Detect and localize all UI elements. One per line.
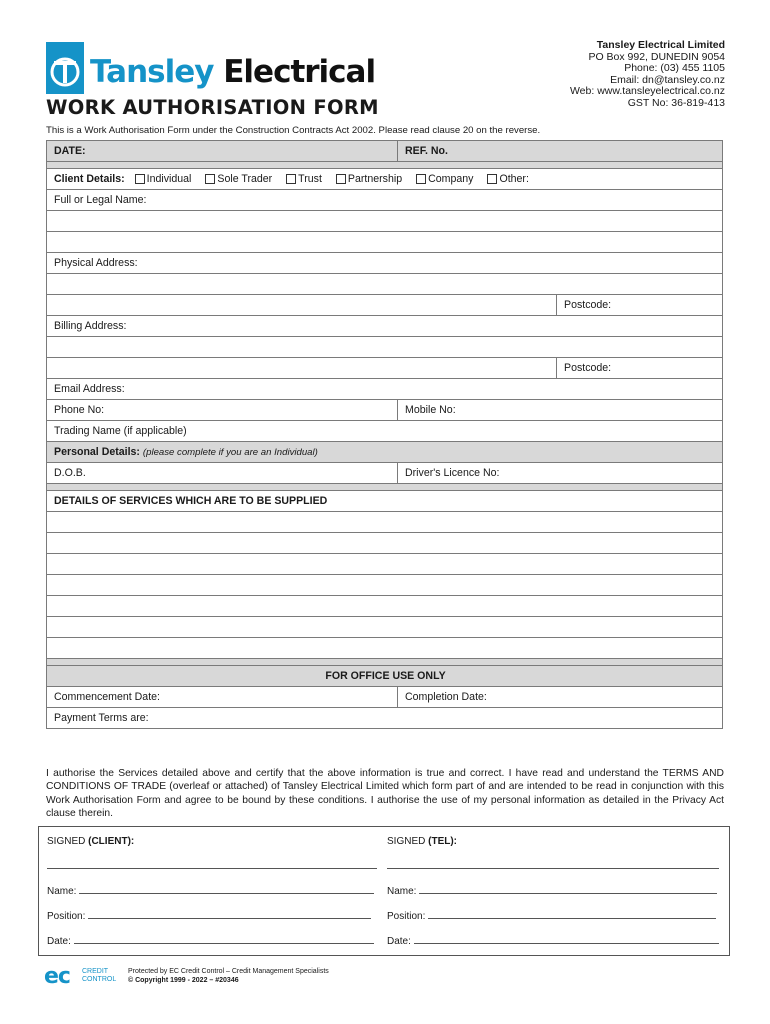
trading-name-label: Trading Name (if applicable) <box>54 425 187 437</box>
client-details-label: Client Details: <box>54 173 125 185</box>
full-name-line-3[interactable] <box>46 232 723 253</box>
tel-signature-column <box>379 827 719 955</box>
company-contact-block <box>570 40 725 109</box>
ec-credit-control-logo <box>44 964 117 989</box>
office-dates-row <box>46 687 723 708</box>
footer-copyright: © Copyright 1999 - 2022 – #20346 <box>128 976 239 984</box>
mobile-field[interactable] <box>397 400 724 420</box>
checkbox-sole-trader[interactable] <box>205 174 215 184</box>
services-line-3[interactable] <box>46 554 723 575</box>
services-line-2[interactable] <box>46 533 723 554</box>
services-line-6[interactable] <box>46 617 723 638</box>
physical-postcode-label: Postcode: <box>564 299 612 311</box>
footer-protected: Protected by EC Credit Control – Credit Management Specialists <box>128 968 329 975</box>
tel-name-field[interactable] <box>387 885 717 897</box>
checkbox-individual[interactable] <box>135 174 145 184</box>
mobile-label: Mobile No: <box>405 404 456 416</box>
form-title: WORK AUTHORISATION FORM <box>46 96 379 119</box>
checkbox-company-label: Company <box>428 173 474 185</box>
signed-client-role: (CLIENT): <box>88 836 135 847</box>
authorisation-statement: I authorise the Services detailed above and certify that the above information is true and correct. I have read and understand the TERMS AND CONDITIONS OF TRADE (overleaf or attached) of Tansley Electrical Limited which form part of and are intended to be read in conjunction with this Work Authorisation Form and agree to be bound by these conditions. I authorise the use of my personal information as detailed in the Privacy Act clause therein. <box>46 768 724 819</box>
checkbox-trust-label: Trust <box>298 173 322 185</box>
company-web: Web: www.tansleyelectrical.co.nz <box>569 85 725 97</box>
phone-label: Phone No: <box>54 404 105 416</box>
tel-position-field[interactable] <box>387 910 716 922</box>
brand-part-2: Electrical <box>223 54 376 90</box>
dob-label: D.O.B. <box>54 467 86 479</box>
tel-position-label: Position: <box>387 911 426 922</box>
tansley-logo-icon <box>46 42 84 94</box>
spacer-row <box>46 484 723 491</box>
tel-name-label: Name: <box>387 886 417 897</box>
work-authorisation-form <box>46 140 723 729</box>
email-label: Email Address: <box>54 383 125 395</box>
company-gst: GST No: 36-819-413 <box>627 96 725 109</box>
signed-tel-label: SIGNED <box>387 836 426 847</box>
office-use-heading: FOR OFFICE USE ONLY <box>325 670 446 682</box>
physical-address-line-3 <box>46 295 723 316</box>
personal-details-note: (please complete if you are an Individual) <box>142 446 318 458</box>
services-heading: DETAILS OF SERVICES WHICH ARE TO BE SUPPLIED <box>54 495 328 507</box>
company-phone: Phone: (03) 455 1105 <box>624 62 725 74</box>
billing-address-line-3 <box>46 358 723 379</box>
client-name-label: Name: <box>47 886 77 897</box>
signed-tel-role: (TEL): <box>428 836 458 847</box>
checkbox-other-label: Other: <box>499 173 529 185</box>
ref-no-field[interactable] <box>397 141 724 161</box>
client-date-label: Date: <box>47 936 71 947</box>
brand-part-1: Tansley <box>90 54 214 90</box>
checkbox-partnership[interactable] <box>336 174 346 184</box>
client-position-label: Position: <box>47 911 86 922</box>
billing-address-label: Billing Address: <box>54 320 127 332</box>
checkbox-individual-label: Individual <box>146 173 192 185</box>
email-field[interactable] <box>46 379 723 400</box>
full-name-label: Full or Legal Name: <box>54 194 147 206</box>
physical-address-label: Physical Address: <box>54 257 138 269</box>
checkbox-company[interactable] <box>416 174 426 184</box>
checkbox-partnership-label: Partnership <box>347 173 403 185</box>
drivers-licence-label: Driver's Licence No: <box>405 467 500 479</box>
brand-name <box>90 54 375 90</box>
phone-mobile-row <box>46 400 723 421</box>
signed-client-heading <box>47 836 134 847</box>
date-field[interactable] <box>47 141 397 161</box>
personal-details-label: Personal Details: <box>54 446 140 458</box>
dob-field[interactable] <box>47 463 397 483</box>
commencement-date-field[interactable] <box>47 687 397 707</box>
services-line-7[interactable] <box>46 638 723 659</box>
completion-date-label: Completion Date: <box>405 691 487 703</box>
services-heading-row <box>46 491 723 512</box>
signature-box <box>38 826 730 956</box>
client-position-field[interactable] <box>47 910 371 922</box>
client-details-row <box>46 169 723 190</box>
physical-postcode-field[interactable] <box>556 295 724 315</box>
billing-address-line-2[interactable] <box>46 337 723 358</box>
billing-postcode-label: Postcode: <box>564 362 612 374</box>
trading-name-field[interactable] <box>46 421 723 442</box>
ec-logo-letters: ec <box>44 964 70 989</box>
ec-logo-line-1: CREDIT <box>82 968 109 975</box>
company-email: Email: dn@tansley.co.nz <box>610 73 725 86</box>
full-name-line-2[interactable] <box>46 211 723 232</box>
physical-address-line-2[interactable] <box>46 274 723 295</box>
date-ref-row <box>46 140 723 162</box>
commencement-date-label: Commencement Date: <box>54 691 160 703</box>
date-label: DATE: <box>54 145 86 157</box>
client-signature-field[interactable] <box>47 860 377 872</box>
spacer-row <box>46 659 723 666</box>
client-date-field[interactable] <box>47 935 374 947</box>
intro-text: This is a Work Authorisation Form under the Construction Contracts Act 2002. Please read clause 20 on the reverse. <box>46 125 541 136</box>
ec-logo-line-2: CONTROL <box>82 976 117 983</box>
checkbox-sole-trader-label: Sole Trader <box>217 173 273 185</box>
phone-field[interactable] <box>47 400 397 420</box>
ref-no-label: REF. No. <box>405 145 448 157</box>
drivers-licence-field[interactable] <box>397 463 724 483</box>
spacer-row <box>46 162 723 169</box>
services-line-4[interactable] <box>46 575 723 596</box>
client-details-cell <box>47 169 724 189</box>
billing-postcode-field[interactable] <box>556 358 724 378</box>
completion-date-field[interactable] <box>397 687 724 707</box>
full-name-field[interactable] <box>46 190 723 211</box>
tel-signature-field[interactable] <box>387 860 719 872</box>
checkbox-other[interactable] <box>487 174 497 184</box>
personal-details-row <box>46 442 723 463</box>
payment-terms-field[interactable] <box>46 708 723 729</box>
office-use-heading-row <box>46 666 723 687</box>
personal-details-heading <box>47 442 325 462</box>
physical-address-field[interactable] <box>46 253 723 274</box>
dob-licence-row <box>46 463 723 484</box>
client-name-field[interactable] <box>47 885 374 897</box>
client-signature-column <box>39 827 379 955</box>
payment-terms-label: Payment Terms are: <box>54 712 149 724</box>
company-name: Tansley Electrical Limited <box>596 39 725 51</box>
billing-address-field[interactable] <box>46 316 723 337</box>
company-po-box: PO Box 992, DUNEDIN 9054 <box>588 50 725 63</box>
tel-date-label: Date: <box>387 936 411 947</box>
signed-tel-heading <box>387 836 457 847</box>
ec-logo-text <box>82 968 116 984</box>
services-line-5[interactable] <box>46 596 723 617</box>
checkbox-trust[interactable] <box>286 174 296 184</box>
tel-date-field[interactable] <box>387 935 719 947</box>
footer-text <box>128 968 329 985</box>
signed-client-label: SIGNED <box>47 836 86 847</box>
services-line-1[interactable] <box>46 512 723 533</box>
